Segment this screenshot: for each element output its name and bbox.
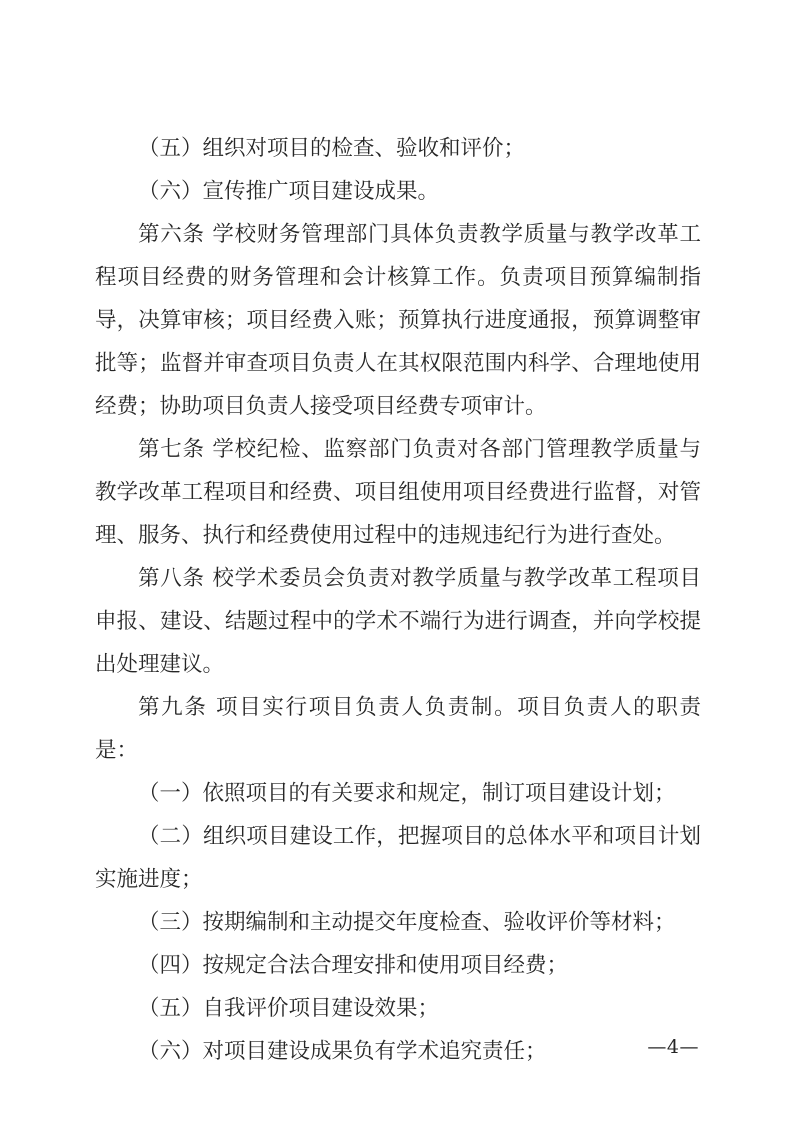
- paragraph: 第八条 校学术委员会负责对教学质量与教学改革工程项目申报、建设、结题过程中的学术不端行为进行调查，并向学校提出处理建议。: [95, 566, 701, 677]
- paragraph: 第六条 学校财务管理部门具体负责教学质量与教学改革工程项目经费的财务管理和会计核算工作。负责项目预算编制指导，决算审核；项目经费入账；预算执行进度通报，预算调整审批等；监督并审查项目负责人在其权限范围内科学、合理地使用经费；协助项目负责人接受项目经费专项审计。: [95, 222, 701, 419]
- paragraph: （五）自我评价项目建设效果；: [138, 996, 440, 1021]
- paragraph: （二）组织项目建设工作，把握项目的总体水平和项目计划实施进度；: [95, 824, 701, 892]
- paragraph: （六）对项目建设成果负有学术追究责任；: [138, 1039, 547, 1064]
- paragraph: （三）按期编制和主动提交年度检查、验收评价等材料；: [138, 910, 676, 935]
- paragraph: 第七条 学校纪检、监察部门负责对各部门管理教学质量与教学改革工程项目和经费、项目组使用项目经费进行监督，对管理、服务、执行和经费使用过程中的违规违纪行为进行查处。: [95, 437, 701, 548]
- paragraph: （五）组织对项目的检查、验收和评价；: [138, 136, 526, 161]
- document-body: [95, 127, 701, 1073]
- page-number: —4—: [647, 1036, 699, 1058]
- paragraph: 第九条 项目实行项目负责人负责制。项目负责人的职责是：: [95, 695, 701, 763]
- paragraph: （四）按规定合法合理安排和使用项目经费；: [138, 953, 569, 978]
- paragraph: （六）宣传推广项目建设成果。: [138, 179, 440, 204]
- paragraph: （一）依照项目的有关要求和规定，制订项目建设计划；: [138, 781, 676, 806]
